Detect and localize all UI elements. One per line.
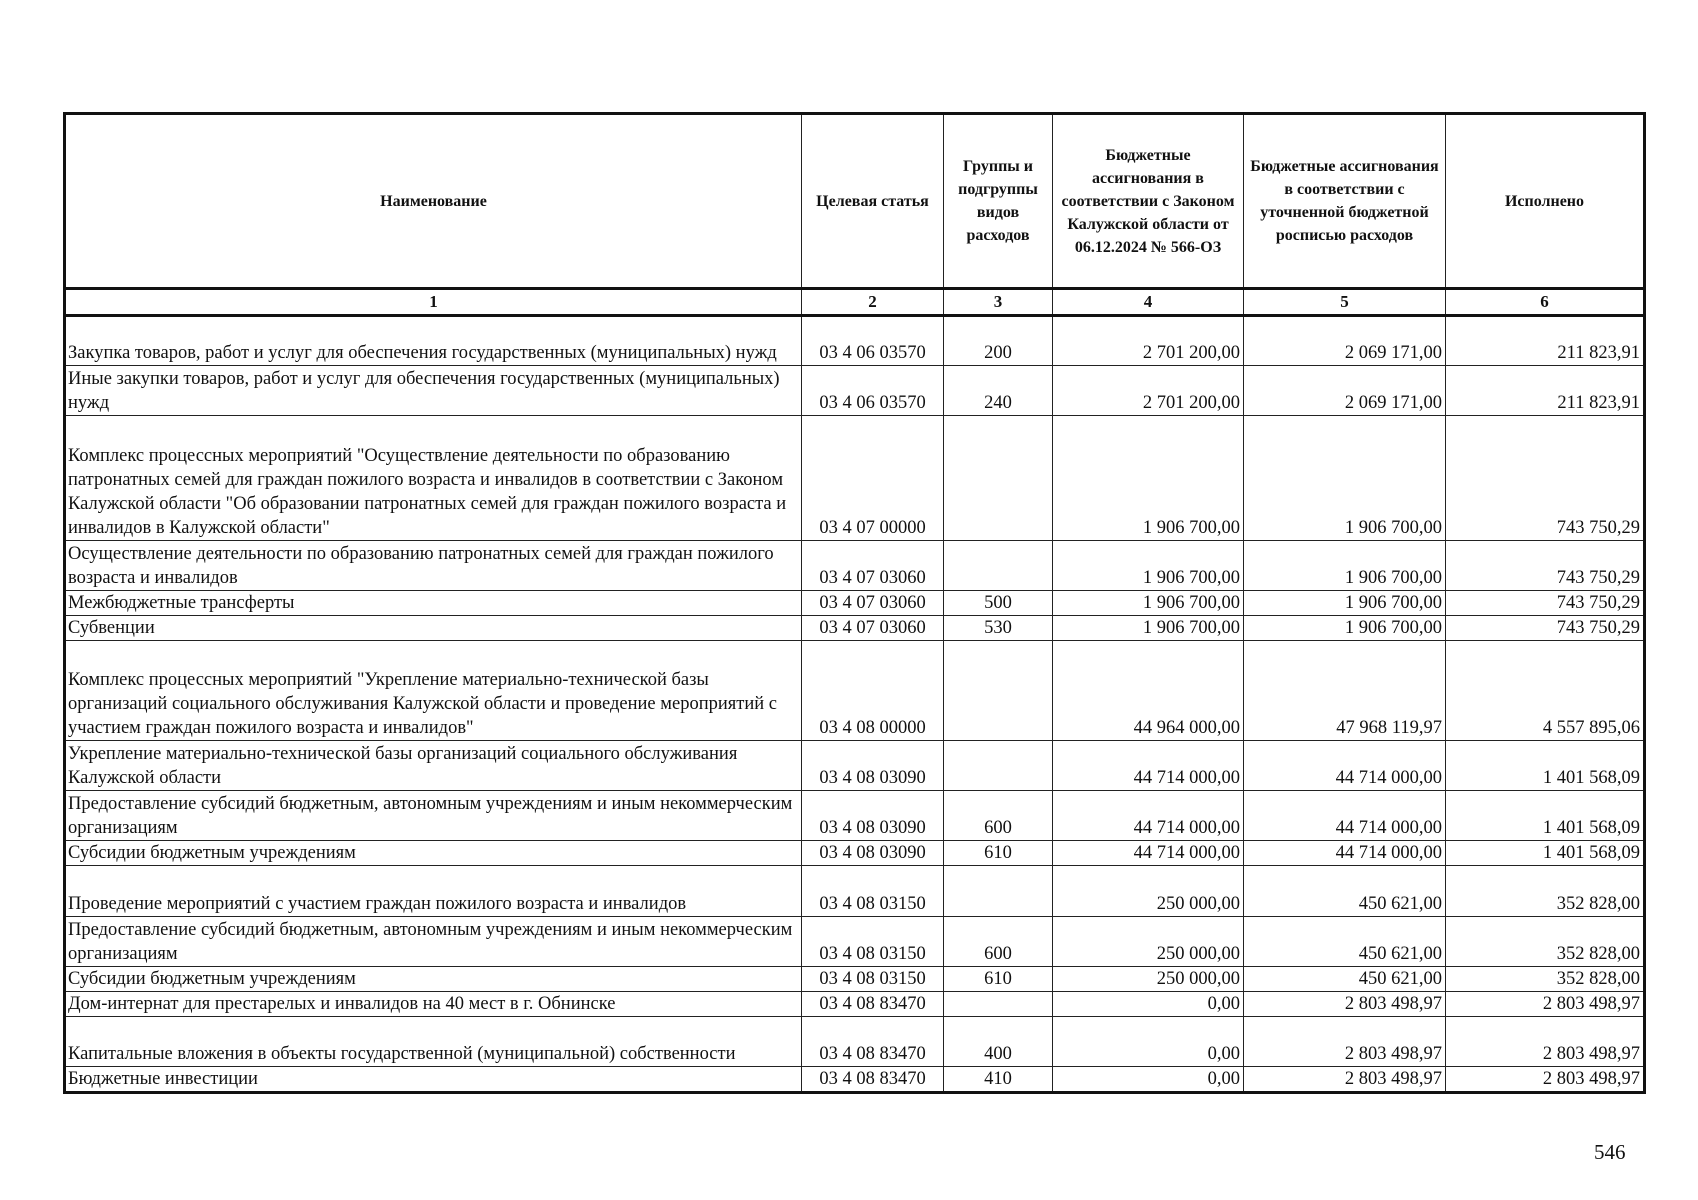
row-name: Бюджетные инвестиции [65, 1067, 802, 1093]
row-refined-allocation: 2 069 171,00 [1244, 366, 1446, 416]
row-refined-allocation: 450 621,00 [1244, 967, 1446, 992]
header-name: Наименование [65, 114, 802, 289]
row-refined-allocation: 2 069 171,00 [1244, 316, 1446, 366]
header-law-allocation: Бюджетные ассигнования в соответствии с Законом Калужской области от 06.12.2024 № 566-ОЗ [1053, 114, 1244, 289]
column-number: 1 [65, 289, 802, 316]
row-refined-allocation: 450 621,00 [1244, 917, 1446, 967]
column-number: 5 [1244, 289, 1446, 316]
table-row [65, 541, 1645, 591]
row-law-allocation: 1 906 700,00 [1053, 616, 1244, 641]
row-refined-allocation: 450 621,00 [1244, 866, 1446, 917]
row-law-allocation: 2 701 200,00 [1053, 316, 1244, 366]
row-name: Межбюджетные трансферты [65, 591, 802, 616]
row-expense-group [944, 992, 1053, 1017]
row-refined-allocation: 47 968 119,97 [1244, 641, 1446, 741]
row-target-article: 03 4 08 03090 [802, 841, 944, 866]
row-executed: 352 828,00 [1446, 866, 1645, 917]
row-name: Капитальные вложения в объекты государственной (муниципальной) собственности [65, 1017, 802, 1067]
row-target-article: 03 4 08 00000 [802, 641, 944, 741]
row-law-allocation: 1 906 700,00 [1053, 591, 1244, 616]
row-name: Субвенции [65, 616, 802, 641]
column-number: 6 [1446, 289, 1645, 316]
row-name: Закупка товаров, работ и услуг для обеспечения государственных (муниципальных) нужд [65, 316, 802, 366]
header-target-article: Целевая статья [802, 114, 944, 289]
row-target-article: 03 4 07 03060 [802, 541, 944, 591]
table-row [65, 741, 1645, 791]
row-target-article: 03 4 08 83470 [802, 1067, 944, 1093]
table-row [65, 316, 1645, 366]
row-law-allocation: 2 701 200,00 [1053, 366, 1244, 416]
row-executed: 743 750,29 [1446, 541, 1645, 591]
table-row [65, 967, 1645, 992]
row-target-article: 03 4 08 83470 [802, 1017, 944, 1067]
row-refined-allocation: 2 803 498,97 [1244, 1067, 1446, 1093]
row-target-article: 03 4 08 83470 [802, 992, 944, 1017]
table-row [65, 791, 1645, 841]
row-law-allocation: 250 000,00 [1053, 866, 1244, 917]
row-expense-group: 500 [944, 591, 1053, 616]
row-expense-group: 530 [944, 616, 1053, 641]
row-law-allocation: 1 906 700,00 [1053, 416, 1244, 541]
row-target-article: 03 4 08 03090 [802, 791, 944, 841]
row-executed: 1 401 568,09 [1446, 841, 1645, 866]
column-number: 4 [1053, 289, 1244, 316]
row-expense-group: 240 [944, 366, 1053, 416]
row-name: Проведение мероприятий с участием граждан пожилого возраста и инвалидов [65, 866, 802, 917]
row-expense-group: 600 [944, 917, 1053, 967]
row-executed: 2 803 498,97 [1446, 1017, 1645, 1067]
row-refined-allocation: 2 803 498,97 [1244, 1017, 1446, 1067]
row-expense-group [944, 541, 1053, 591]
row-executed: 211 823,91 [1446, 316, 1645, 366]
table-row [65, 1067, 1645, 1093]
table-row [65, 992, 1645, 1017]
row-law-allocation: 44 714 000,00 [1053, 791, 1244, 841]
row-executed: 2 803 498,97 [1446, 992, 1645, 1017]
row-expense-group: 410 [944, 1067, 1053, 1093]
header-executed: Исполнено [1446, 114, 1645, 289]
header-row [65, 114, 1645, 289]
column-number: 3 [944, 289, 1053, 316]
row-name: Комплекс процессных мероприятий "Укрепление материально-технической базы организаций социального обслуживания Калужской области и проведение мероприятий с участием граждан пожилого возраста и инвалидов" [65, 641, 802, 741]
row-executed: 211 823,91 [1446, 366, 1645, 416]
row-expense-group [944, 641, 1053, 741]
row-executed: 352 828,00 [1446, 967, 1645, 992]
row-expense-group: 200 [944, 316, 1053, 366]
row-law-allocation: 0,00 [1053, 992, 1244, 1017]
table-row [65, 416, 1645, 541]
row-name: Предоставление субсидий бюджетным, автономным учреждениям и иным некоммерческим организациям [65, 917, 802, 967]
column-number: 2 [802, 289, 944, 316]
row-expense-group [944, 741, 1053, 791]
row-law-allocation: 44 714 000,00 [1053, 841, 1244, 866]
row-target-article: 03 4 07 03060 [802, 616, 944, 641]
row-refined-allocation: 44 714 000,00 [1244, 791, 1446, 841]
row-target-article: 03 4 07 00000 [802, 416, 944, 541]
table-row [65, 366, 1645, 416]
row-expense-group: 600 [944, 791, 1053, 841]
row-executed: 1 401 568,09 [1446, 741, 1645, 791]
row-law-allocation: 1 906 700,00 [1053, 541, 1244, 591]
table-row [65, 917, 1645, 967]
row-name: Предоставление субсидий бюджетным, автономным учреждениям и иным некоммерческим организациям [65, 791, 802, 841]
row-target-article: 03 4 06 03570 [802, 316, 944, 366]
row-law-allocation: 250 000,00 [1053, 917, 1244, 967]
table-row [65, 866, 1645, 917]
table-row [65, 641, 1645, 741]
row-name: Укрепление материально-технической базы организаций социального обслуживания Калужской области [65, 741, 802, 791]
row-target-article: 03 4 08 03150 [802, 967, 944, 992]
row-expense-group [944, 866, 1053, 917]
page-number: 546 [1594, 1140, 1626, 1164]
header-refined-allocation: Бюджетные ассигнования в соответствии с уточненной бюджетной росписью расходов [1244, 114, 1446, 289]
row-executed: 352 828,00 [1446, 917, 1645, 967]
row-name: Дом-интернат для престарелых и инвалидов на 40 мест в г. Обнинске [65, 992, 802, 1017]
column-number-row [65, 289, 1645, 316]
row-refined-allocation: 1 906 700,00 [1244, 616, 1446, 641]
row-executed: 743 750,29 [1446, 616, 1645, 641]
table-row [65, 591, 1645, 616]
row-law-allocation: 44 964 000,00 [1053, 641, 1244, 741]
row-target-article: 03 4 07 03060 [802, 591, 944, 616]
row-expense-group: 610 [944, 841, 1053, 866]
row-executed: 2 803 498,97 [1446, 1067, 1645, 1093]
row-name: Субсидии бюджетным учреждениям [65, 841, 802, 866]
row-target-article: 03 4 08 03150 [802, 917, 944, 967]
row-expense-group [944, 416, 1053, 541]
budget-table [63, 112, 1646, 1094]
row-name: Субсидии бюджетным учреждениям [65, 967, 802, 992]
header-expense-group: Группы и подгруппы видов расходов [944, 114, 1053, 289]
row-name: Осуществление деятельности по образованию патронатных семей для граждан пожилого возраста и инвалидов [65, 541, 802, 591]
row-target-article: 03 4 06 03570 [802, 366, 944, 416]
row-name: Иные закупки товаров, работ и услуг для обеспечения государственных (муниципальных) нужд [65, 366, 802, 416]
row-expense-group: 610 [944, 967, 1053, 992]
row-target-article: 03 4 08 03090 [802, 741, 944, 791]
row-refined-allocation: 44 714 000,00 [1244, 741, 1446, 791]
row-refined-allocation: 1 906 700,00 [1244, 541, 1446, 591]
row-name: Комплекс процессных мероприятий "Осуществление деятельности по образованию патронатных семей для граждан пожилого возраста и инвалидов в соответствии с Законом Калужской области "Об образовании патронатных семей для граждан пожилого возраста и инвалидов в Калужской области" [65, 416, 802, 541]
row-refined-allocation: 2 803 498,97 [1244, 992, 1446, 1017]
row-law-allocation: 0,00 [1053, 1017, 1244, 1067]
row-target-article: 03 4 08 03150 [802, 866, 944, 917]
row-executed: 743 750,29 [1446, 416, 1645, 541]
row-law-allocation: 44 714 000,00 [1053, 741, 1244, 791]
row-executed: 4 557 895,06 [1446, 641, 1645, 741]
table-row [65, 616, 1645, 641]
table-row [65, 1017, 1645, 1067]
row-expense-group: 400 [944, 1017, 1053, 1067]
row-refined-allocation: 1 906 700,00 [1244, 416, 1446, 541]
row-law-allocation: 250 000,00 [1053, 967, 1244, 992]
row-refined-allocation: 44 714 000,00 [1244, 841, 1446, 866]
table-row [65, 841, 1645, 866]
row-executed: 743 750,29 [1446, 591, 1645, 616]
row-refined-allocation: 1 906 700,00 [1244, 591, 1446, 616]
row-law-allocation: 0,00 [1053, 1067, 1244, 1093]
row-executed: 1 401 568,09 [1446, 791, 1645, 841]
